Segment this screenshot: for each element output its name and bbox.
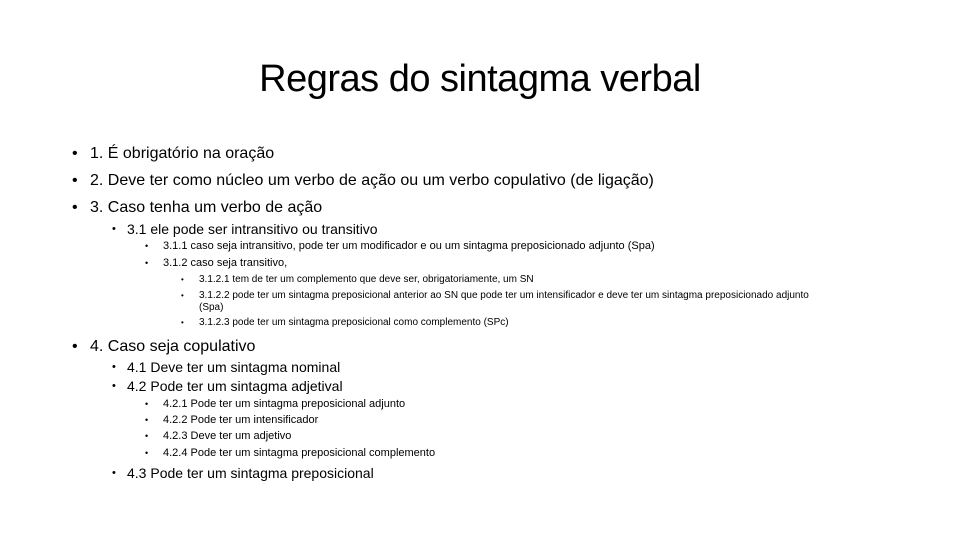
item-text: 3.1.2.2 pode ter um sintagma preposicional anterior ao SN que pode ter um intensificador e deve ter um sintagma preposicionado adjunto (Spa) [199,290,809,313]
bullet-icon: • [145,241,149,251]
item-text: 4.2 Pode ter um sintagma adjetival [127,378,343,394]
item-text: 3.1.1 caso seja intransitivo, pode ter um modificador e ou um sintagma preposicionado adjunto (Spa) [163,240,655,252]
list-item [112,220,378,238]
bullet-icon: • [112,223,116,235]
item-text: 4.2.3 Deve ter um adjetivo [163,430,292,442]
bullet-icon: • [181,318,184,327]
item-text: 4.3 Pode ter um sintagma preposicional [127,465,374,481]
list-item [145,397,406,412]
list-item [72,336,256,358]
list-item [181,274,534,286]
bullet-icon: • [112,467,116,479]
slide-title: Regras do sintagma verbal [259,58,701,100]
bullet-icon: • [181,275,184,284]
list-item [72,197,323,219]
list-item [145,446,436,461]
item-text: 4.2.4 Pode ter um sintagma preposicional complemento [163,447,436,459]
bullet-icon: • [72,172,78,189]
list-item [112,464,374,482]
list-item [112,358,341,376]
list-item [112,377,343,395]
bullet-icon: • [112,361,116,373]
list-item [145,239,655,254]
item-text: 4. Caso seja copulativo [90,338,256,355]
list-item [72,143,275,165]
list-item [72,170,654,192]
item-text: 3.1.2.1 tem de ter um complemento que deve ser, obrigatoriamente, um SN [199,274,534,285]
list-item [145,429,292,444]
item-text: 3.1.2 caso seja transitivo, [163,257,288,269]
bullet-icon: • [145,415,149,425]
item-text: 3.1.2.3 pode ter um sintagma preposicional como complemento (SPc) [199,317,509,328]
bullet-icon: • [181,291,184,300]
bullet-icon: • [145,448,149,458]
bullet-icon: • [72,199,78,216]
item-text: 3.1 ele pode ser intransitivo ou transitivo [127,221,378,237]
list-item [145,413,319,428]
item-text: 4.2.1 Pode ter um sintagma preposicional adjunto [163,398,406,410]
list-item [181,290,829,314]
list-item [145,256,288,271]
bullet-icon: • [72,145,78,162]
bullet-icon: • [145,431,149,441]
bullet-icon: • [145,258,149,268]
item-text: 4.1 Deve ter um sintagma nominal [127,359,341,375]
item-text: 1. É obrigatório na oração [90,145,275,162]
item-text: 4.2.2 Pode ter um intensificador [163,414,319,426]
item-text: 3. Caso tenha um verbo de ação [90,199,323,216]
bullet-icon: • [145,399,149,409]
bullet-icon: • [112,380,116,392]
list-item [181,317,509,329]
bullet-icon: • [72,338,78,355]
item-text: 2. Deve ter como núcleo um verbo de ação ou um verbo copulativo (de ligação) [90,172,654,189]
